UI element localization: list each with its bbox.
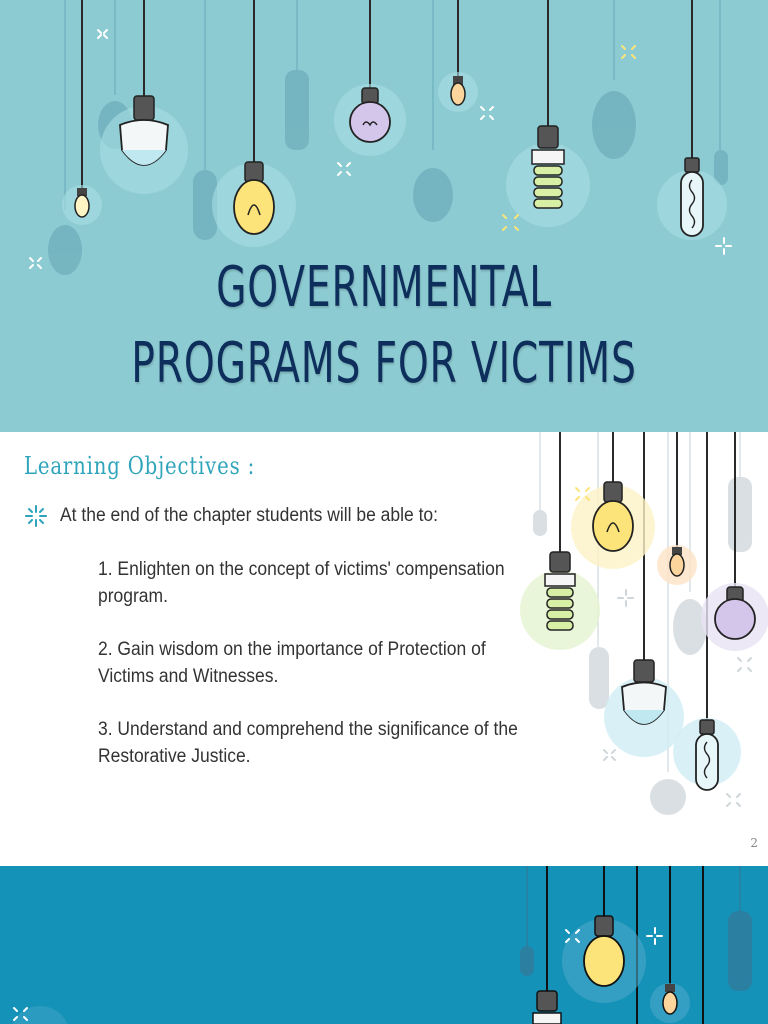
hanging-bulbs-illustration <box>0 866 768 1024</box>
intro-bullet <box>24 504 471 528</box>
intro-text: At the end of the chapter students will be able to: <box>60 505 439 526</box>
objective-item-1: 1. Enlighten on the concept of victims' compensation program. <box>98 559 505 607</box>
sparkle-bullet-icon <box>24 504 48 528</box>
objective-item-2: 2. Gain wisdom on the importance of Protection of Victims and Witnesses. <box>98 639 486 687</box>
slide-title: GOVERNMENTAL PROGRAMS FOR VICTIMS <box>131 255 637 396</box>
objectives-heading: Learning Objectives : <box>24 452 256 480</box>
objective-item-3: 3. Understand and comprehend the significance of the Restorative Justice. <box>98 719 518 767</box>
title-slide <box>0 0 768 432</box>
next-slide-partial <box>0 866 768 1024</box>
page-number: 2 <box>750 836 758 850</box>
objectives-slide <box>0 432 768 866</box>
